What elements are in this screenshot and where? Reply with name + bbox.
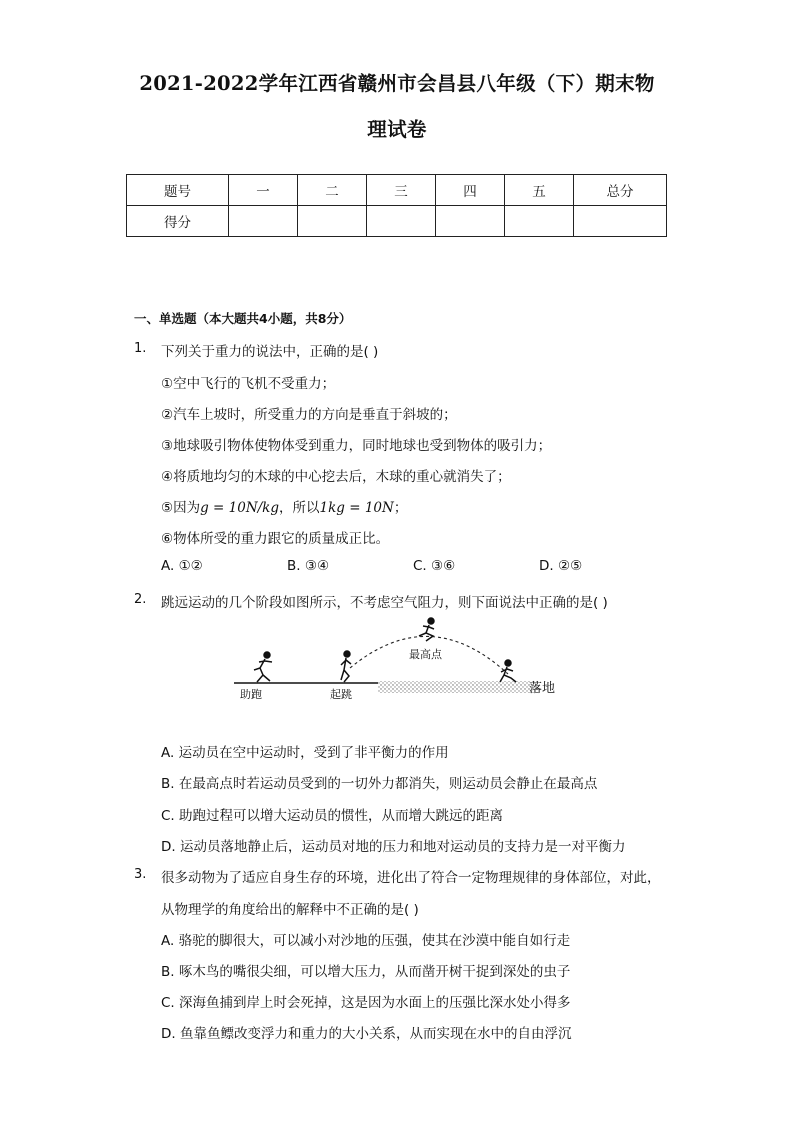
cell-score-3 (367, 206, 436, 237)
cell-part-3: 三 (367, 175, 436, 206)
q3-option-c[interactable]: C. 深海鱼捕到岸上时会死掉，这是因为水面上的压强比深水处小得多 (161, 995, 571, 1011)
q1-item-4: ④将质地均匀的木球的中心挖去后，木球的重心就消失了； (161, 469, 511, 485)
cell-score-4 (436, 206, 505, 237)
q3-number: 3. (134, 867, 147, 882)
q3-stem-line1: 很多动物为了适应自身生存的环境，进化出了符合一定物理规律的身体部位，对此， (161, 870, 661, 886)
q1-item-2: ②汽车上坡时，所受重力的方向是垂直于斜坡的； (161, 407, 457, 423)
label-landing: 落地 (529, 681, 556, 696)
score-table (126, 174, 667, 237)
runner-figure (254, 652, 272, 682)
q3-option-a[interactable]: A. 骆驼的脚很大，可以减小对沙地的压强，使其在沙漠中能自如行走 (161, 933, 571, 949)
q1-item-5-suffix: ； (393, 500, 408, 516)
q1-item-5-prefix: ⑤因为 (161, 500, 201, 516)
cell-score-total (574, 206, 667, 237)
cell-part-2: 二 (298, 175, 367, 206)
q1-item-1: ①空中飞行的飞机不受重力； (161, 376, 336, 392)
sand-pit (378, 681, 538, 693)
page-title-line2: 理试卷 (367, 118, 427, 141)
q1-item-5 (161, 496, 407, 516)
section-heading: 一、单选题（本大题共4小题，共8分） (134, 311, 352, 326)
q1-number: 1. (134, 341, 147, 356)
q1-item-5-mid: ，所以 (279, 500, 320, 516)
cell-question-no: 题号 (127, 175, 229, 206)
q1-option-c[interactable]: C. ③⑥ (413, 558, 456, 574)
cell-total: 总分 (574, 175, 667, 206)
peak-figure (419, 618, 434, 641)
q2-option-a[interactable]: A. 运动员在空中运动时，受到了非平衡力的作用 (161, 745, 449, 761)
q2-stem: 跳远运动的几个阶段如图所示，不考虑空气阻力，则下面说法中正确的是( ) (161, 595, 608, 611)
q1-item-6: ⑥物体所受的重力跟它的质量成正比。 (161, 531, 390, 547)
q2-option-c[interactable]: C. 助跑过程可以增大运动员的惯性，从而增大跳远的距离 (161, 808, 504, 824)
label-peak: 最高点 (409, 648, 442, 661)
cell-part-5: 五 (505, 175, 574, 206)
cell-score-5 (505, 206, 574, 237)
q2-option-b[interactable]: B. 在最高点时若运动员受到的一切外力都消失，则运动员会静止在最高点 (161, 776, 598, 792)
q1-option-b[interactable]: B. ③④ (287, 558, 330, 574)
q1-option-d[interactable]: D. ②⑤ (539, 558, 583, 574)
q3-option-b[interactable]: B. 啄木鸟的嘴很尖细，可以增大压力，从而凿开树干捉到深处的虫子 (161, 964, 571, 980)
page-title-line1: 2021-2022学年江西省赣州市会昌县八年级（下）期末物 (139, 72, 655, 95)
cell-part-4: 四 (436, 175, 505, 206)
q1-item-5-formula-2: 1kg = 10N (319, 500, 394, 516)
q2-option-d[interactable]: D. 运动员落地静止后，运动员对地的压力和地对运动员的支持力是一对平衡力 (161, 839, 626, 855)
landing-figure (500, 660, 516, 682)
label-run: 助跑 (240, 688, 262, 701)
q1-option-a[interactable]: A. ①② (161, 558, 203, 574)
cell-score-label: 得分 (127, 206, 229, 237)
q1-stem: 下列关于重力的说法中，正确的是( ) (161, 344, 379, 360)
cell-score-1 (229, 206, 298, 237)
q1-item-5-formula-1: g = 10N/kg (200, 500, 280, 516)
score-table-header-row (127, 175, 667, 206)
cell-part-1: 一 (229, 175, 298, 206)
q1-item-3: ③地球吸引物体使物体受到重力，同时地球也受到物体的吸引力； (161, 438, 552, 454)
long-jump-figure (232, 612, 572, 704)
q3-option-d[interactable]: D. 鱼靠鱼鳔改变浮力和重力的大小关系，从而实现在水中的自由浮沉 (161, 1026, 572, 1042)
cell-score-2 (298, 206, 367, 237)
score-table-score-row (127, 206, 667, 237)
q2-number: 2. (134, 592, 147, 607)
takeoff-figure (341, 651, 351, 682)
q3-stem-line2: 从物理学的角度给出的解释中不正确的是( ) (161, 902, 419, 918)
label-takeoff: 起跳 (330, 688, 352, 701)
